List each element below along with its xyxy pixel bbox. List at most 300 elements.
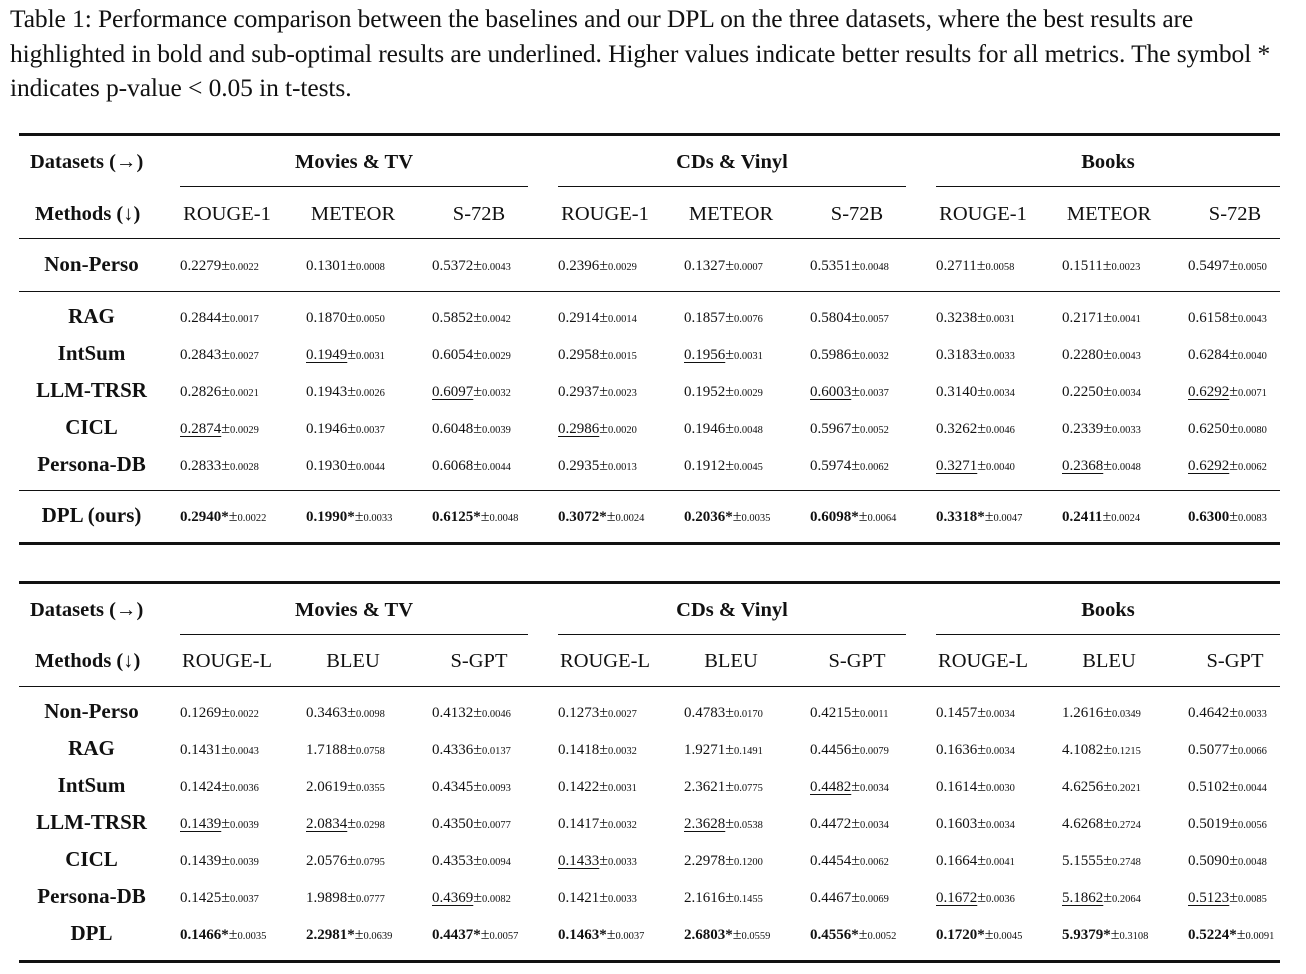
table-cell [306, 926, 392, 944]
table-cell [1188, 420, 1267, 438]
table-cell [558, 346, 637, 364]
cell-value: 0.2833 [180, 458, 222, 474]
group-header-cds: CDs & Vinyl [676, 151, 788, 173]
cell-std: 0.0083 [1238, 513, 1267, 524]
row-method-label: CICL [65, 415, 118, 439]
cell-std: 0.0033 [608, 894, 637, 905]
plus-minus-symbol: ± [725, 741, 735, 758]
ours-rule [19, 490, 1280, 491]
table-cell [810, 508, 896, 526]
plus-minus-symbol: ± [977, 778, 987, 795]
plus-minus-symbol: ± [606, 508, 616, 525]
cell-std: 0.0034 [986, 746, 1015, 757]
metric-header: METEOR [310, 203, 396, 225]
cell-value: 0.3072* [558, 509, 607, 525]
plus-minus-symbol: ± [1229, 508, 1239, 525]
cell-value: 0.1949 [306, 347, 348, 363]
table-cell [558, 257, 637, 275]
cell-value: 0.2171 [1062, 310, 1104, 326]
plus-minus-symbol: ± [1229, 852, 1239, 869]
cell-value: 1.7188 [306, 742, 348, 758]
group-header-books: Books [1081, 599, 1135, 621]
cell-value: 0.4482 [810, 779, 852, 795]
plus-minus-symbol: ± [1103, 741, 1113, 758]
plus-minus-symbol: ± [473, 889, 483, 906]
cell-std: 0.0048 [734, 425, 763, 436]
plus-minus-symbol: ± [473, 257, 483, 274]
cell-value: 0.2339 [1062, 421, 1104, 437]
cell-std: 0.0031 [356, 351, 385, 362]
table-cell [1188, 257, 1267, 275]
plus-minus-symbol: ± [858, 926, 868, 943]
table-cell [1062, 508, 1140, 526]
plus-minus-symbol: ± [1103, 346, 1113, 363]
cell-value: 0.1466* [180, 927, 229, 943]
cell-std: 0.0559 [741, 931, 771, 942]
plus-minus-symbol: ± [599, 815, 609, 832]
cell-std: 0.1200 [734, 857, 763, 868]
plus-minus-symbol: ± [1103, 457, 1113, 474]
plus-minus-symbol: ± [599, 420, 609, 437]
cell-std: 0.0040 [1238, 351, 1267, 362]
cell-value: 2.1616 [684, 890, 726, 906]
plus-minus-symbol: ± [1103, 383, 1113, 400]
cell-value: 0.5986 [810, 347, 852, 363]
cell-std: 0.0064 [867, 513, 897, 524]
cell-value: 0.2940* [180, 509, 229, 525]
plus-minus-symbol: ± [347, 704, 357, 721]
cell-value: 0.4345 [432, 779, 474, 795]
cell-std: 0.0028 [230, 462, 259, 473]
metric-header: ROUGE-L [938, 650, 1028, 672]
plus-minus-symbol: ± [725, 815, 735, 832]
table-cell [180, 852, 259, 870]
metric-header: S-72B [830, 203, 884, 225]
table-cell [558, 457, 637, 475]
cell-std: 0.0066 [1238, 746, 1267, 757]
plus-minus-symbol: ± [725, 309, 735, 326]
cell-std: 0.0020 [608, 425, 637, 436]
table-cell [1188, 926, 1274, 944]
table-cell [558, 383, 637, 401]
plus-minus-symbol: ± [851, 741, 861, 758]
cell-value: 4.6268 [1062, 816, 1104, 832]
plus-minus-symbol: ± [977, 852, 987, 869]
plus-minus-symbol: ± [473, 778, 483, 795]
cell-std: 0.0026 [356, 388, 385, 399]
table-cell [810, 741, 889, 759]
table-cell [1062, 383, 1141, 401]
cell-value: 0.1636 [936, 742, 978, 758]
plus-minus-symbol: ± [221, 704, 231, 721]
cell-std: 0.0037 [356, 425, 385, 436]
cell-std: 0.0044 [482, 462, 511, 473]
table-cell [936, 778, 1015, 796]
table-cell [558, 420, 637, 438]
plus-minus-symbol: ± [599, 457, 609, 474]
results-table-bottom [19, 581, 1280, 964]
cell-value: 0.1912 [684, 458, 726, 474]
cell-value: 0.1424 [180, 779, 222, 795]
cell-value: 0.1425 [180, 890, 222, 906]
table-cell [810, 926, 896, 944]
cell-std: 0.0023 [608, 388, 637, 399]
cell-value: 0.1946 [306, 421, 348, 437]
table-cell [1062, 852, 1141, 870]
cell-value: 5.1862 [1062, 890, 1104, 906]
plus-minus-symbol: ± [977, 704, 987, 721]
table-cell [306, 383, 385, 401]
cell-value: 0.2986 [558, 421, 600, 437]
table-cell [810, 420, 889, 438]
plus-minus-symbol: ± [347, 889, 357, 906]
cell-value: 0.1301 [306, 258, 348, 274]
cell-std: 0.0034 [986, 709, 1015, 720]
plus-minus-symbol: ± [1229, 420, 1239, 437]
cell-std: 0.0007 [734, 262, 763, 273]
cell-value: 0.1439 [180, 816, 222, 832]
table-cell [180, 346, 259, 364]
plus-minus-symbol: ± [221, 889, 231, 906]
group-underline [936, 634, 1280, 635]
metric-header: S-GPT [828, 650, 886, 672]
plus-minus-symbol: ± [1229, 309, 1239, 326]
plus-minus-symbol: ± [1229, 346, 1239, 363]
cell-value: 0.6003 [810, 384, 852, 400]
cell-value: 2.0576 [306, 853, 348, 869]
plus-minus-symbol: ± [473, 309, 483, 326]
table-cell [432, 420, 511, 438]
cell-std: 0.0639 [363, 931, 393, 942]
table-cell [810, 257, 889, 275]
cell-std: 0.0775 [734, 783, 763, 794]
table-cell [936, 508, 1022, 526]
cell-value: 4.1082 [1062, 742, 1104, 758]
plus-minus-symbol: ± [599, 346, 609, 363]
cell-value: 1.2616 [1062, 705, 1104, 721]
cell-std: 0.0027 [608, 709, 637, 720]
plus-minus-symbol: ± [1229, 815, 1239, 832]
table-cell [180, 889, 259, 907]
table-cell [936, 926, 1022, 944]
table-cell [684, 926, 770, 944]
table-cell [306, 309, 385, 327]
cell-std: 0.0050 [356, 314, 385, 325]
cell-std: 0.0036 [986, 894, 1015, 905]
cell-value: 0.5974 [810, 458, 852, 474]
table-cell [684, 420, 763, 438]
results-table-top [19, 133, 1280, 545]
plus-minus-symbol: ± [599, 741, 609, 758]
cell-value: 5.1555 [1062, 853, 1104, 869]
table-cell [558, 889, 637, 907]
cell-value: 0.3271 [936, 458, 978, 474]
table-cell [936, 852, 1015, 870]
table-cell [558, 815, 637, 833]
cell-std: 0.0029 [482, 351, 511, 362]
table-cell [432, 815, 511, 833]
row-method-label: LLM-TRSR [36, 810, 147, 834]
table-cell [1062, 704, 1141, 722]
cell-std: 0.0043 [1238, 314, 1267, 325]
cell-std: 0.0022 [230, 709, 259, 720]
cell-value: 0.5351 [810, 258, 852, 274]
metric-header: BLEU [1082, 650, 1136, 672]
table-cell [684, 383, 763, 401]
metric-header: BLEU [704, 650, 758, 672]
cell-std: 0.0030 [986, 783, 1015, 794]
table-cell [810, 704, 889, 722]
cell-value: 0.4783 [684, 705, 726, 721]
table-cell [810, 309, 889, 327]
table-cell [1062, 778, 1141, 796]
plus-minus-symbol: ± [1110, 926, 1120, 943]
plus-minus-symbol: ± [1103, 309, 1113, 326]
plus-minus-symbol: ± [851, 704, 861, 721]
cell-std: 0.0045 [734, 462, 763, 473]
table-cell [558, 704, 637, 722]
table-cell [180, 778, 259, 796]
plus-minus-symbol: ± [977, 457, 987, 474]
table-cell [432, 926, 518, 944]
cell-std: 0.0022 [237, 513, 267, 524]
cell-std: 0.0042 [482, 314, 511, 325]
plus-minus-symbol: ± [473, 815, 483, 832]
table-cell [684, 778, 763, 796]
table-cell [1062, 346, 1141, 364]
cell-value: 0.4467 [810, 890, 852, 906]
plus-minus-symbol: ± [851, 778, 861, 795]
row-method-label: CICL [65, 847, 118, 871]
cell-value: 0.3262 [936, 421, 978, 437]
row-method-label: Non-Perso [44, 699, 139, 723]
cell-std: 0.2021 [1112, 783, 1141, 794]
cell-std: 0.0015 [608, 351, 637, 362]
cell-value: 2.6803* [684, 927, 733, 943]
cell-std: 0.0035 [741, 513, 771, 524]
cell-std: 0.0044 [356, 462, 385, 473]
plus-minus-symbol: ± [851, 309, 861, 326]
plus-minus-symbol: ± [1103, 778, 1113, 795]
table-cell [810, 852, 889, 870]
cell-std: 0.0062 [860, 857, 889, 868]
plus-minus-symbol: ± [725, 420, 735, 437]
plus-minus-symbol: ± [347, 457, 357, 474]
cell-value: 0.6054 [432, 347, 474, 363]
cell-value: 0.1431 [180, 742, 222, 758]
cell-value: 0.5804 [810, 310, 852, 326]
cell-value: 0.4556* [810, 927, 859, 943]
table-cell [810, 889, 889, 907]
group-header-movies: Movies & TV [294, 599, 414, 621]
plus-minus-symbol: ± [221, 383, 231, 400]
cell-std: 0.0039 [482, 425, 511, 436]
plus-minus-symbol: ± [599, 852, 609, 869]
cell-value: 0.5102 [1188, 779, 1230, 795]
plus-minus-symbol: ± [606, 926, 616, 943]
cell-std: 0.0062 [1238, 462, 1267, 473]
cell-std: 0.0062 [860, 462, 889, 473]
plus-minus-symbol: ± [977, 815, 987, 832]
row-method-label: RAG [68, 736, 115, 760]
cell-std: 0.0076 [734, 314, 763, 325]
cell-std: 0.0349 [1112, 709, 1141, 720]
plus-minus-symbol: ± [1103, 420, 1113, 437]
row-method-label: IntSum [57, 773, 126, 797]
cell-value: 0.2250 [1062, 384, 1104, 400]
plus-minus-symbol: ± [725, 346, 735, 363]
plus-minus-symbol: ± [228, 508, 238, 525]
plus-minus-symbol: ± [1229, 457, 1239, 474]
table-cell [936, 383, 1015, 401]
plus-minus-symbol: ± [976, 257, 986, 274]
table-cell [810, 383, 889, 401]
table-cell [306, 346, 385, 364]
cell-value: 0.2279 [180, 258, 222, 274]
plus-minus-symbol: ± [228, 926, 238, 943]
table-cell [936, 704, 1015, 722]
metric-header: S-GPT [1206, 650, 1264, 672]
table-cell [1062, 257, 1140, 275]
cell-std: 0.0071 [1238, 388, 1267, 399]
plus-minus-symbol: ± [347, 778, 357, 795]
plus-minus-symbol: ± [347, 257, 357, 274]
cell-std: 0.0031 [986, 314, 1015, 325]
cell-value: 0.5224* [1188, 927, 1237, 943]
table-cell [936, 309, 1015, 327]
cell-value: 0.1422 [558, 779, 600, 795]
plus-minus-symbol: ± [1103, 889, 1113, 906]
header-rule [19, 238, 1280, 239]
cell-value: 0.4336 [432, 742, 474, 758]
plus-minus-symbol: ± [732, 508, 742, 525]
table-cell [432, 852, 511, 870]
cell-std: 0.0040 [986, 462, 1015, 473]
cell-std: 0.0094 [482, 857, 511, 868]
cell-std: 0.0082 [482, 894, 511, 905]
metric-header: ROUGE-1 [561, 203, 649, 225]
cell-value: 0.1418 [558, 742, 600, 758]
metric-header: S-72B [452, 203, 506, 225]
cell-value: 0.4454 [810, 853, 852, 869]
cell-value: 0.2711 [936, 258, 977, 274]
cell-std: 0.0024 [615, 513, 645, 524]
table-cell [432, 457, 511, 475]
cell-std: 0.1215 [1112, 746, 1141, 757]
table-cell [180, 457, 259, 475]
cell-value: 0.2396 [558, 258, 600, 274]
cell-value: 0.6292 [1188, 458, 1230, 474]
cell-value: 0.3238 [936, 310, 978, 326]
cell-value: 0.5967 [810, 421, 852, 437]
table-cell [1062, 889, 1141, 907]
cell-std: 0.0137 [482, 746, 511, 757]
table-cell [1188, 309, 1267, 327]
cell-std: 0.0758 [356, 746, 385, 757]
table-cell [684, 257, 763, 275]
cell-value: 0.4369 [432, 890, 474, 906]
cell-value: 0.1511 [1062, 258, 1103, 274]
cell-std: 0.0037 [230, 894, 259, 905]
plus-minus-symbol: ± [1229, 383, 1239, 400]
table-cell [810, 815, 889, 833]
cell-std: 0.0044 [1238, 783, 1267, 794]
cell-std: 0.0048 [489, 513, 519, 524]
cell-value: 0.1990* [306, 509, 355, 525]
table-cell [684, 309, 763, 327]
plus-minus-symbol: ± [1103, 852, 1113, 869]
cell-value: 0.1943 [306, 384, 348, 400]
table-cell [432, 383, 511, 401]
metric-header: BLEU [326, 650, 380, 672]
cell-value: 0.1857 [684, 310, 726, 326]
cell-value: 0.1946 [684, 421, 726, 437]
table-cell [936, 815, 1015, 833]
cell-value: 1.9898 [306, 890, 348, 906]
plus-minus-symbol: ± [851, 346, 861, 363]
table-cell [1062, 926, 1148, 944]
group-header-cds: CDs & Vinyl [676, 599, 788, 621]
table-cell [1188, 704, 1267, 722]
table-cell [306, 741, 385, 759]
table-cell [810, 346, 889, 364]
table-cell [936, 889, 1015, 907]
plus-minus-symbol: ± [221, 815, 231, 832]
cell-value: 0.1327 [684, 258, 726, 274]
cell-std: 0.0011 [860, 709, 889, 720]
plus-minus-symbol: ± [725, 257, 735, 274]
datasets-header: Datasets (→) [30, 599, 144, 621]
table-cell [432, 257, 511, 275]
cell-value: 0.1439 [180, 853, 222, 869]
plus-minus-symbol: ± [977, 346, 987, 363]
plus-minus-symbol: ± [599, 778, 609, 795]
cell-std: 0.0033 [986, 351, 1015, 362]
metric-header: ROUGE-1 [939, 203, 1027, 225]
cell-value: 0.1417 [558, 816, 600, 832]
cell-std: 0.0045 [993, 931, 1023, 942]
table-cell [432, 346, 511, 364]
plus-minus-symbol: ± [851, 457, 861, 474]
cell-std: 0.2724 [1112, 820, 1141, 831]
cell-std: 0.0079 [860, 746, 889, 757]
cell-value: 0.6292 [1188, 384, 1230, 400]
cell-std: 0.3108 [1119, 931, 1149, 942]
cell-std: 0.0032 [482, 388, 511, 399]
baseline-rule [19, 291, 1280, 292]
plus-minus-symbol: ± [473, 704, 483, 721]
cell-std: 0.0033 [608, 857, 637, 868]
cell-std: 0.0048 [1112, 462, 1141, 473]
cell-std: 0.0035 [237, 931, 267, 942]
plus-minus-symbol: ± [725, 778, 735, 795]
table-cell [306, 852, 385, 870]
table-cell [306, 815, 385, 833]
plus-minus-symbol: ± [473, 741, 483, 758]
cell-std: 0.0046 [986, 425, 1015, 436]
plus-minus-symbol: ± [473, 852, 483, 869]
cell-value: 0.2280 [1062, 347, 1104, 363]
plus-minus-symbol: ± [221, 346, 231, 363]
group-underline [936, 186, 1280, 187]
cell-value: 0.4456 [810, 742, 852, 758]
plus-minus-symbol: ± [977, 420, 987, 437]
cell-std: 0.0032 [608, 820, 637, 831]
header-rule [19, 686, 1280, 687]
plus-minus-symbol: ± [473, 420, 483, 437]
cell-std: 0.0032 [860, 351, 889, 362]
plus-minus-symbol: ± [599, 383, 609, 400]
